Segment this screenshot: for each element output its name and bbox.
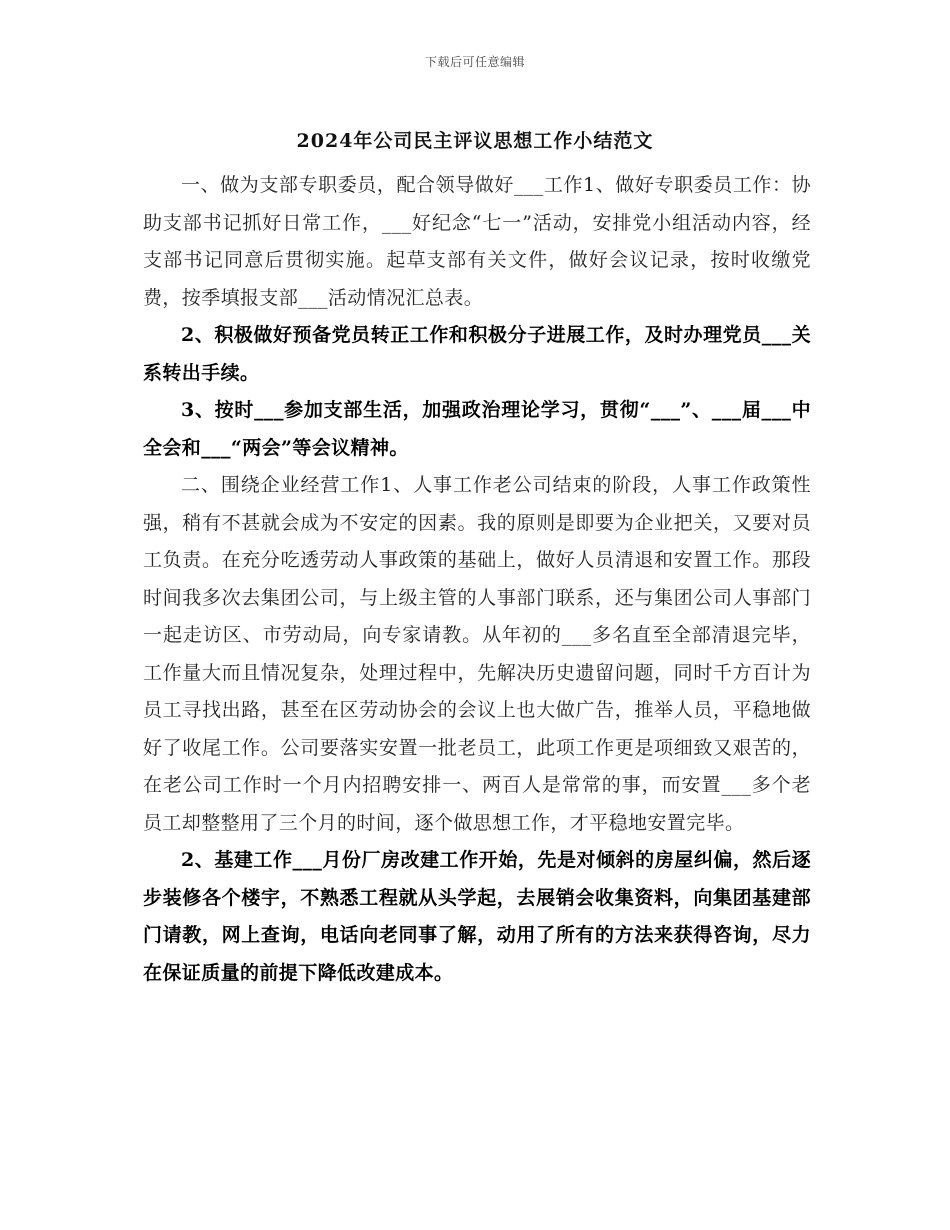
paragraph-3: 3、按时___参加支部生活，加强政治理论学习，贯彻“___”、___届___中全会和___“两会”等会议精神。 <box>143 399 811 459</box>
document-body <box>143 167 811 992</box>
paragraph-2: 2、积极做好预备党员转正工作和积极分子进展工作，及时办理党员___关系转出手续。 <box>143 324 811 384</box>
paragraph-1: 一、做为支部专职委员，配合领导做好___工作1、做好专职委员工作：协助支部书记抓好日常工作，___好纪念“七一”活动，安排党小组活动内容，经支部书记同意后贯彻实施。起草支部有关文件，做好会议记录，按时收缴党费，按季填报支部___活动情况汇总表。 <box>143 174 811 309</box>
paragraph-4: 二、围绕企业经营工作1、人事工作老公司结束的阶段，人事工作政策性强，稍有不甚就会成为不安定的因素。我的原则是即要为企业把关，又要对员工负责。在充分吃透劳动人事政策的基础上，做好人员清退和安置工作。那段时间我多次去集团公司，与上级主管的人事部门联系，还与集团公司人事部门一起走访区、市劳动局，向专家请教。从年初的___多名直至全部清退完毕，工作量大而且情况复杂，处理过程中，先解决历史遗留问题，同时千方百计为员工寻找出路，甚至在区劳动协会的会议上也大做广告，推举人员，平稳地做好了收尾工作。公司要落实安置一批老员工，此项工作更是项细致又艰苦的，在老公司工作时一个月内招聘安排一、两百人是常常的事，而安置___多个老员工却整整用了三个月的时间，逐个做思想工作，才平稳地安置完毕。 <box>143 474 811 834</box>
page-header: 下载后可任意编辑 <box>424 55 525 69</box>
document-title: 2024年公司民主评议思想工作小结范文 <box>296 130 654 152</box>
paragraph-5: 2、基建工作___月份厂房改建工作开始，先是对倾斜的房屋纠偏，然后逐步装修各个楼宇，不熟悉工程就从头学起，去展销会收集资料，向集团基建部门请教，网上查询，电话向老同事了解，动用了所有的方法来获得咨询，尽力在保证质量的前提下降低改建成本。 <box>143 849 811 984</box>
